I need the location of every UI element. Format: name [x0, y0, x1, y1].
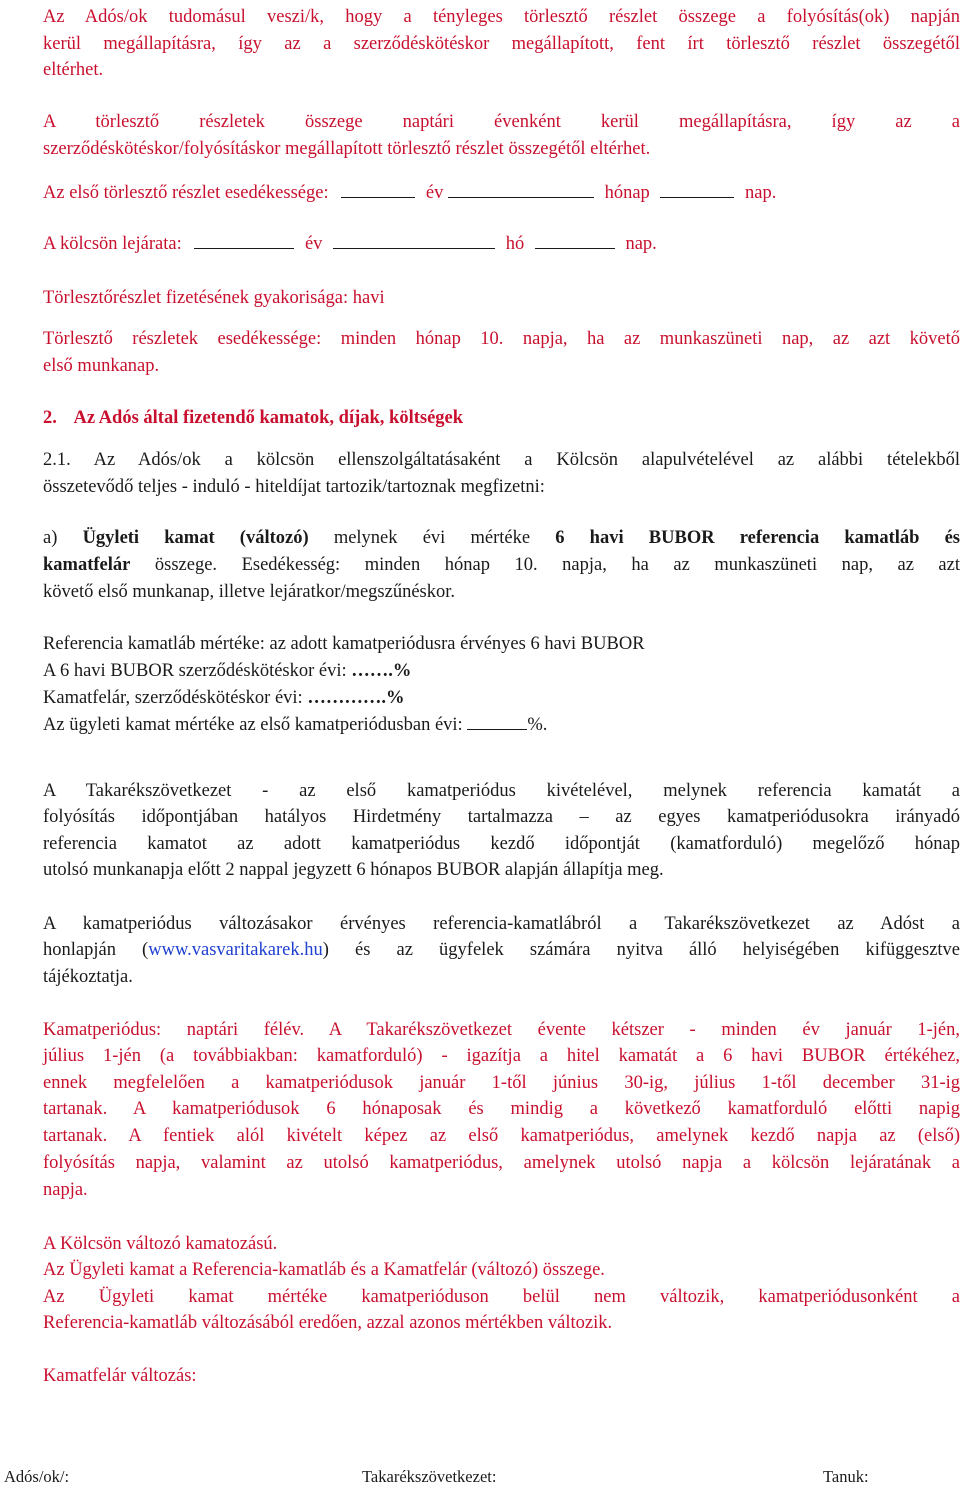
item-a-bubor-reference: 6 havi BUBOR referencia kamatláb és — [555, 528, 960, 548]
first-installment-line — [43, 180, 960, 207]
maturity-line — [43, 231, 960, 258]
para-naptari-line-1: A törlesztő részletek összege naptári évenként kerül megállapításra, így az a — [43, 112, 960, 132]
bubor-at-signing-line — [43, 658, 960, 685]
bank-para-line-2: folyósítás időpontjában hatályos Hirdetmény tartalmazza – az egyes kamatperiódusokra irányadó — [43, 807, 960, 827]
period-para-line-4: tartanak. A kamatperiódusok 6 hónaposak és mindig a következő kamatforduló előtti napig — [43, 1099, 960, 1119]
due-date-line-2: első munkanap. — [43, 356, 160, 376]
para-folyositas-line-1: Az Adós/ok tudomásul veszi/k, hogy a tényleges törlesztő részlet összege a folyósítás(ok) napján — [43, 7, 960, 27]
payment-frequency: Törlesztőrészlet fizetésének gyakorisága: havi — [43, 288, 385, 308]
variable-rate-line-3: Az Ügyleti kamat mértéke kamatperióduson belül nem változik, kamatperiódusonként a — [43, 1287, 960, 1307]
first-period-rate-label: Az ügyleti kamat mértéke az első kamatperiódusban évi: — [43, 715, 468, 735]
maturity-year-blank[interactable] — [194, 233, 294, 249]
first-installment-month-blank[interactable] — [448, 182, 594, 198]
bank-para-line-4: utolsó munkanapja előtt 2 nappal jegyzett 6 hónapos BUBOR alapján állapítja meg. — [43, 860, 664, 880]
website-para-line-2 — [43, 937, 960, 964]
first-period-rate-percent: %. — [527, 715, 548, 735]
margin-change-heading: Kamatfelár változás: — [43, 1366, 197, 1386]
para-folyositas-line-2: kerül megállapításra, így az a szerződéskötéskor megállapított, fent írt törlesztő részlet összegétől — [43, 34, 960, 54]
margin-at-signing-value: ………….% — [307, 688, 405, 708]
variable-rate-line-2: Az Ügyleti kamat a Referencia-kamatláb és a Kamatfelár (változó) összege. — [43, 1260, 605, 1280]
margin-at-signing-label: Kamatfelár, szerződéskötéskor évi: — [43, 688, 308, 708]
due-date-line-1: Törlesztő részletek esedékessége: minden hónap 10. napja, ha az munkaszüneti nap, az azt követő — [43, 329, 960, 349]
website-link[interactable]: www.vasvaritakarek.hu — [148, 940, 323, 960]
footer-debtor-label: Adós/ok/: — [4, 1467, 70, 1486]
section-2-1-line-2: összetevődő teljes - induló - hiteldíjat tartozik/tartoznak megfizetni: — [43, 477, 545, 497]
para-naptari-line-2: szerződéskötéskor/folyósításkor megállapított törlesztő részlet összegétől eltérhet. — [43, 139, 651, 159]
item-a-margin: kamatfelár — [43, 555, 131, 575]
period-para-line-7: napja. — [43, 1180, 88, 1200]
item-a-due-text: összege. Esedékesség: minden hónap 10. napja, ha az munkaszüneti nap, az azt — [130, 555, 960, 575]
period-para-line-3: ennek megfelelően a kamatperiódusok január 1-től június 30-ig, július 1-től december 31-ig — [43, 1073, 960, 1093]
maturity-year-unit: év — [304, 234, 323, 254]
item-a-mid-text: melynek évi mértéke — [308, 528, 556, 548]
website-para-prefix: honlapján ( — [43, 940, 149, 960]
section-2-heading — [43, 405, 960, 432]
first-period-rate-line — [43, 712, 960, 739]
first-installment-month-unit: hónap — [604, 183, 650, 203]
variable-rate-line-1: A Kölcsön változó kamatozású. — [43, 1234, 278, 1254]
footer-witness-label: Tanuk: — [823, 1467, 869, 1486]
section-2-number: 2. — [43, 408, 57, 428]
first-installment-day-unit: nap. — [745, 183, 777, 203]
first-installment-label: Az első törlesztő részlet esedékessége: — [43, 183, 329, 203]
bubor-at-signing-value: …….% — [351, 661, 412, 681]
reference-rate-line: Referencia kamatláb mértéke: az adott kamatperiódusra érvényes 6 havi BUBOR — [43, 634, 645, 654]
margin-at-signing-line — [43, 685, 960, 712]
para-folyositas-line-3: eltérhet. — [43, 60, 104, 80]
first-period-rate-blank[interactable] — [467, 714, 527, 730]
variable-rate-line-4: Referencia-kamatláb változásából eredően, azzal azonos mértékben változik. — [43, 1313, 613, 1333]
maturity-month-blank[interactable] — [333, 233, 495, 249]
bank-para-line-3: referencia kamatot az adott kamatperiódus kezdő időpontját (kamatforduló) megelőző hónap — [43, 834, 960, 854]
item-a-prefix: a) — [43, 528, 83, 548]
bank-para-line-1: A Takarékszövetkezet - az első kamatperiódus kivételével, melynek referencia kamatát a — [43, 781, 960, 801]
first-installment-year-unit: év — [425, 183, 444, 203]
website-para-line-1: A kamatperiódus változásakor érvényes referencia-kamatlábról a Takarékszövetkezet az Adóst a — [43, 914, 960, 934]
website-para-line-3: tájékoztatja. — [43, 967, 133, 987]
item-a-transaction-interest: Ügyleti kamat (változó) — [82, 528, 309, 548]
maturity-day-unit: nap. — [625, 234, 657, 254]
maturity-day-blank[interactable] — [535, 233, 615, 249]
section-2-1-line-1: 2.1. Az Adós/ok a kölcsön ellenszolgáltatásaként a Kölcsön alapulvételével az alábbi tételekből — [43, 450, 960, 470]
section-2-title: Az Adós által fizetendő kamatok, díjak, költségek — [73, 408, 464, 428]
item-a-line-2 — [43, 552, 960, 579]
footer-bank-label: Takarékszövetkezet: — [362, 1467, 497, 1486]
website-para-suffix: ) és az ügyfelek számára nyitva álló helyiségében kifüggesztve — [322, 940, 960, 960]
maturity-month-unit: hó — [505, 234, 525, 254]
maturity-label: A kölcsön lejárata: — [43, 234, 182, 254]
item-a-line-1 — [43, 525, 960, 552]
item-a-line-3: követő első munkanap, illetve lejáratkor/megszűnéskor. — [43, 582, 456, 602]
first-installment-year-blank[interactable] — [341, 182, 415, 198]
period-para-line-1: Kamatperiódus: naptári félév. A Takarékszövetkezet évente kétszer - minden év január 1-jén, — [43, 1020, 960, 1040]
bubor-at-signing-label: A 6 havi BUBOR szerződéskötéskor évi: — [43, 661, 352, 681]
period-para-line-6: folyósítás napja, valamint az utolsó kamatperiódus, amelynek utolsó napja a kölcsön lejáratának a — [43, 1153, 960, 1173]
first-installment-day-blank[interactable] — [660, 182, 734, 198]
period-para-line-2: július 1-jén (a továbbiakban: kamatforduló) - igazítja a hitel kamatát a 6 havi BUBOR értékéhez, — [43, 1046, 960, 1066]
period-para-line-5: tartanak. A fentiek alól kivételt képez az első kamatperiódus, amelynek kezdő napja az (első) — [43, 1126, 960, 1146]
